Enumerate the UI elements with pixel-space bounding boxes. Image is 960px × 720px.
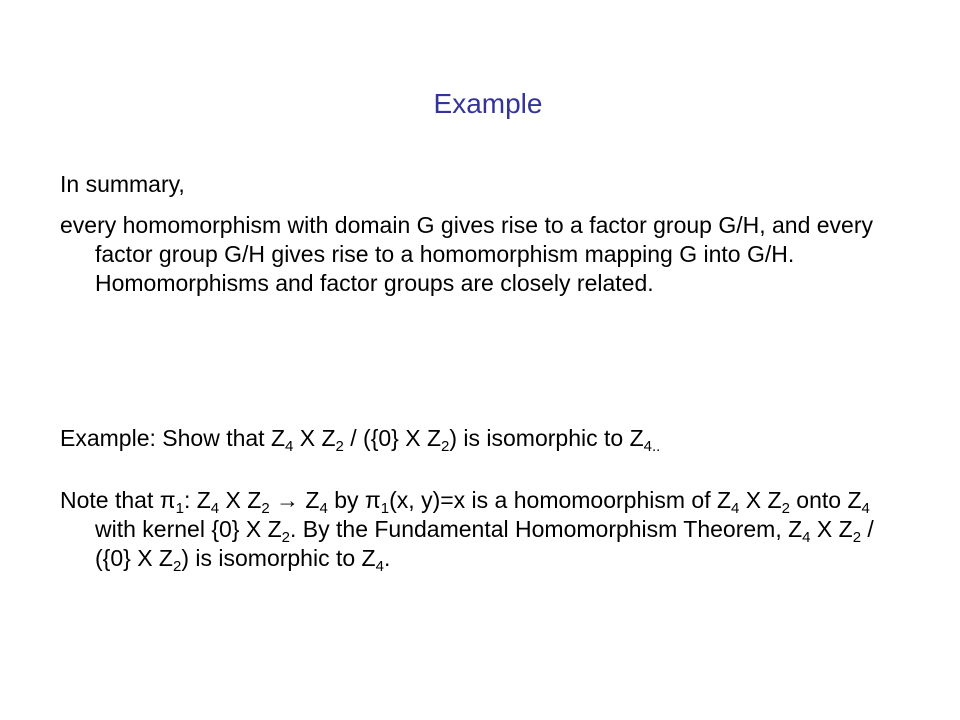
subscript: 2 [261,500,270,517]
subscript: 4 [210,500,220,517]
summary-intro: In summary, [60,171,185,197]
pi-symbol: π [364,487,381,513]
subscript: 1 [175,500,184,517]
subscript: 1 [380,500,390,517]
proof-text-2: : Z [183,487,211,513]
pi-symbol: π [159,487,176,513]
subscript: 2 [852,529,862,546]
subscript: 4 [861,500,870,517]
proof-text-4: → Z [269,487,320,513]
proof-text-9: with kernel {0} X Z [95,516,282,542]
proof-paragraph [60,486,900,573]
subscript: 4 [802,529,811,546]
proof-text-14: . [383,545,391,571]
proof-text-5: by [327,487,365,513]
subscript: 2 [335,438,344,455]
proof-text-10: . By the Fundamental Homomorphism Theorem, Z [290,516,803,542]
subscript: 4 [731,500,740,517]
example-text-1: Example: Show that Z [60,425,285,451]
example-text-3: / ({0} X Z [343,425,442,451]
summary-body [60,211,900,298]
subscript: 4 [319,500,328,517]
proof-text-13: ) is isomorphic to Z [181,545,376,571]
proof-text-12: / ({0} X Z [95,516,874,571]
slide-title: Example [433,88,543,119]
subscript: 2 [781,500,790,517]
subscript: 2 [441,438,450,455]
proof-text-6: (x, y)=x is a homomoorphism of Z [389,487,732,513]
proof-text-3: X Z [219,487,262,513]
summary-paragraph: every homomorphism with domain G gives rise to a factor group G/H, and every factor group G/H gives rise to a homomorphism mapping G into G/H. Homomorphisms and factor groups are closely related. [60,212,874,296]
subscript: 2 [172,558,182,575]
proof-text-8: onto Z [789,487,862,513]
example-statement [60,424,900,453]
subscript: 4.. [643,438,661,455]
subscript: 4 [285,438,294,455]
subscript: 4 [375,558,384,575]
proof-text-7: X Z [739,487,782,513]
example-text-2: X Z [293,425,336,451]
proof-text-1: Note that [60,487,160,513]
example-text-4: ) is isomorphic to Z [449,425,644,451]
proof-block [60,486,900,573]
subscript: 2 [281,529,290,546]
proof-text-11: X Z [810,516,853,542]
